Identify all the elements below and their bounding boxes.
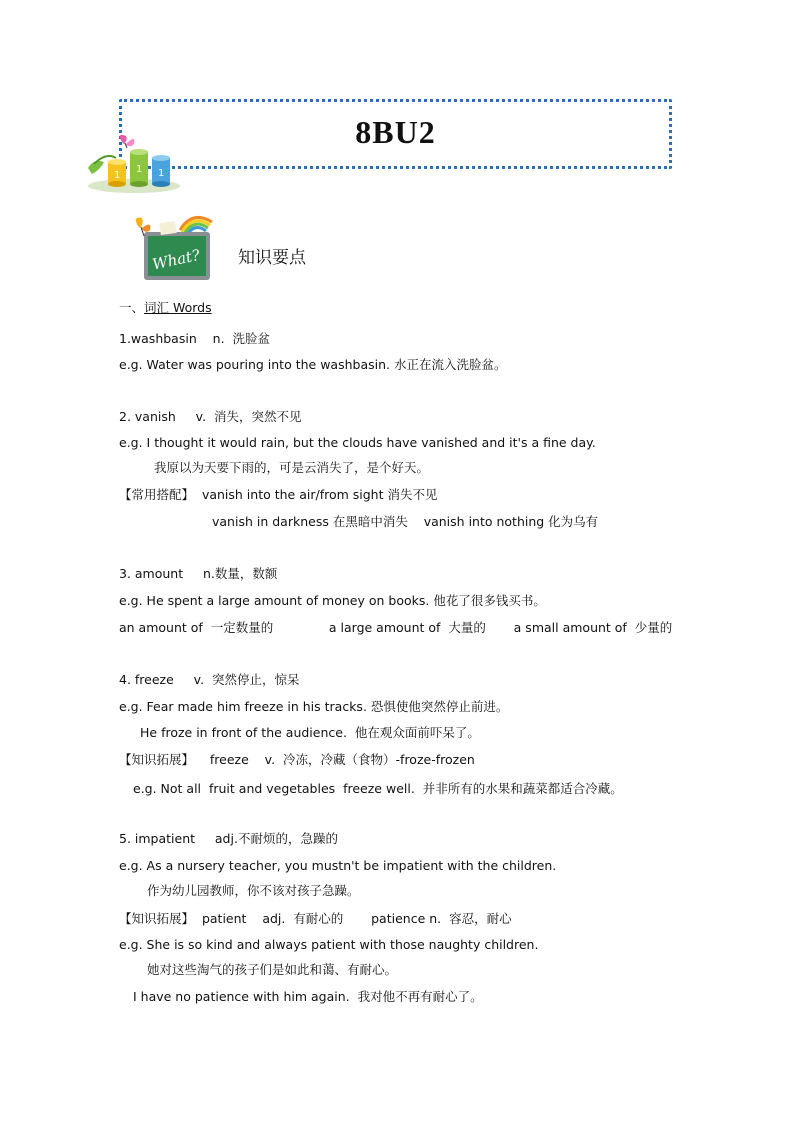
title-box bbox=[119, 99, 672, 169]
text: 【知识拓展】 patient adj. 有耐心的 patience n. 容忍，耐心 bbox=[119, 911, 512, 926]
text: 4. freeze v. 突然停止，惊呆 bbox=[119, 672, 300, 687]
vocab-line bbox=[119, 409, 302, 425]
text: e.g. Fear made him freeze in his tracks. 恐惧使他突然停止前进。 bbox=[119, 699, 509, 714]
vocab-heading bbox=[119, 300, 212, 317]
text: e.g. I thought it would rain, but the clouds have vanished and it's a fine day. bbox=[119, 435, 596, 450]
text: 我原以为天要下雨的，可是云消失了，是个好天。 bbox=[154, 460, 430, 475]
text: e.g. As a nursery teacher, you mustn't be impatient with the children. bbox=[119, 858, 557, 873]
svg-text:1: 1 bbox=[136, 164, 143, 175]
vocab-line bbox=[119, 331, 270, 347]
vocab-line bbox=[119, 752, 475, 768]
vocab-line bbox=[119, 831, 338, 847]
text: 【常用搭配】 vanish into the air/from sight 消失不见 bbox=[119, 487, 438, 502]
vocab-line bbox=[119, 937, 538, 953]
svg-text:What?: What? bbox=[150, 245, 202, 274]
vocab-line bbox=[119, 566, 277, 582]
page-title: 8BU2 bbox=[355, 114, 436, 150]
text: e.g. Water was pouring into the washbasin. 水正在流入洗脸盆。 bbox=[119, 357, 507, 372]
vocab-line bbox=[154, 460, 429, 476]
vocab-heading-prefix: 一、 bbox=[119, 300, 145, 315]
vocab-line bbox=[212, 514, 598, 530]
text: 2. vanish v. 消失，突然不见 bbox=[119, 409, 302, 424]
vocab-line bbox=[119, 487, 437, 503]
text: vanish in darkness 在黑暗中消失 vanish into nothing 化为乌有 bbox=[212, 514, 599, 529]
vocab-line bbox=[133, 989, 483, 1005]
text: 3. amount n.数量，数额 bbox=[119, 566, 278, 581]
vocab-line bbox=[119, 672, 300, 688]
vocab-line bbox=[119, 911, 512, 927]
svg-text:1: 1 bbox=[114, 170, 121, 181]
text: 作为幼儿园教师，你不该对孩子急躁。 bbox=[147, 883, 360, 898]
vocab-line bbox=[119, 435, 596, 451]
vocab-heading-label: 词汇 Words bbox=[144, 300, 212, 315]
vocab-line bbox=[119, 620, 672, 636]
vocab-line bbox=[140, 725, 480, 741]
text: an amount of 一定数量的 a large amount of 大量的 a small amount of 少量的 bbox=[119, 620, 673, 635]
text: 她对这些淘气的孩子们是如此和蔼、有耐心。 bbox=[147, 962, 398, 977]
vocab-line bbox=[147, 883, 360, 899]
text: e.g. He spent a large amount of money on books. 他花了很多钱买书。 bbox=[119, 593, 546, 608]
vocab-line bbox=[119, 593, 546, 609]
vocab-line bbox=[119, 357, 506, 373]
text: He froze in front of the audience. 他在观众面前吓呆了。 bbox=[140, 725, 480, 740]
vocab-line bbox=[119, 858, 556, 874]
text: 1.washbasin n. 洗脸盆 bbox=[119, 331, 270, 346]
bar-cylinders-icon bbox=[86, 128, 186, 194]
vocab-line bbox=[133, 781, 623, 797]
text: e.g. Not all fruit and vegetables freeze well. 并非所有的水果和蔬菜都适合冷藏。 bbox=[133, 781, 623, 796]
what-chalkboard-icon bbox=[130, 208, 220, 286]
text: e.g. She is so kind and always patient with those naughty children. bbox=[119, 937, 539, 952]
section-heading: 知识要点 bbox=[238, 248, 306, 268]
text: 【知识拓展】 freeze v. 冷冻，冷藏（食物）-froze-frozen bbox=[119, 752, 475, 767]
vocab-line bbox=[147, 962, 397, 978]
text: I have no patience with him again. 我对他不再有耐心了。 bbox=[133, 989, 483, 1004]
svg-text:1: 1 bbox=[158, 168, 165, 179]
vocab-line bbox=[119, 699, 508, 715]
text: 5. impatient adj.不耐烦的，急躁的 bbox=[119, 831, 338, 846]
